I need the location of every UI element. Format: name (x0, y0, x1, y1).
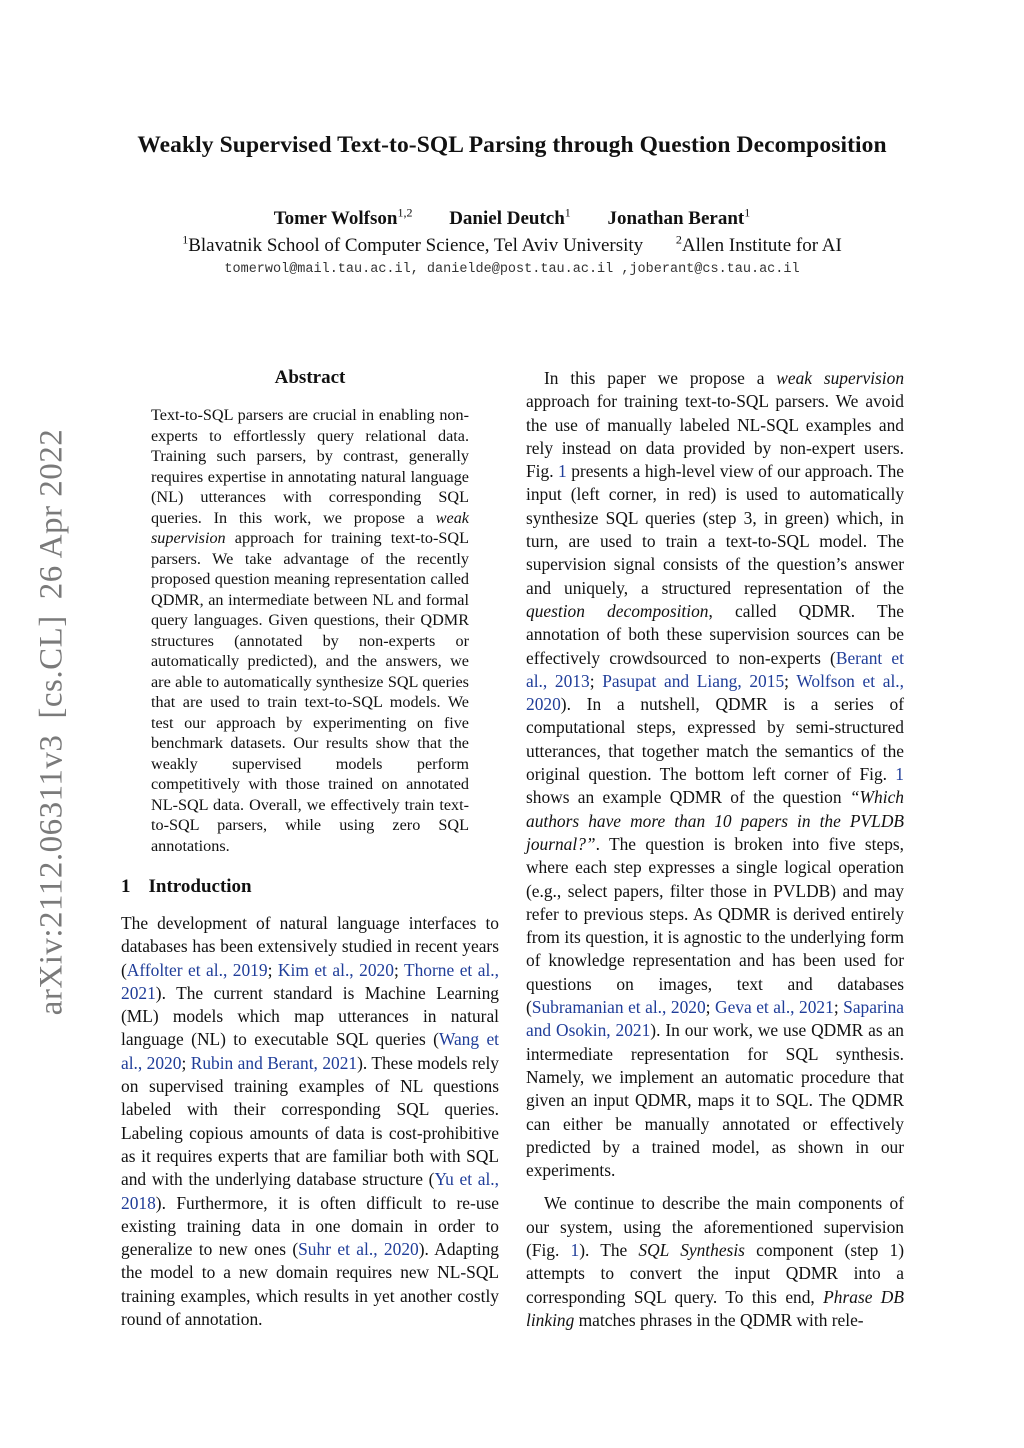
section-heading-introduction: 1 Introduction (121, 876, 252, 897)
citation-link[interactable]: Berant et al., 2013 (526, 647, 904, 691)
author-1: Tomer Wolfson$^{1,2}$ (273, 206, 413, 230)
citation-link[interactable]: Kim et al., 2020 (277, 959, 394, 980)
citation-link[interactable]: Saparina and Osokin, 2021 (526, 997, 904, 1041)
citation-link[interactable]: Pasupat and Liang, 2015 (602, 670, 785, 691)
citation-link[interactable]: Wolfson et al., 2020 (526, 670, 905, 715)
arxiv-date: 26 Apr 2022 (33, 428, 70, 600)
author-emails[interactable]: tomerwol@mail.tau.ac.il, danielde@post.tau.ac.il ,joberant@cs.tau.ac.il (224, 262, 800, 277)
arxiv-category: [cs.CL] (33, 615, 70, 719)
intro-paragraph-3: We continue to describe the main components of our system, using the aforementioned supervision (Fig. 1). The SQL Synthesis component (step 1) attempts to convert the input QDMR into a corresponding SQL query. To this end, Phrase DB linking matches phrases in the QDMR with rele- (526, 1193, 905, 1330)
right-column-text (526, 367, 904, 1332)
affiliation-2: $^2$Allen Institute for AI (675, 233, 842, 257)
arxiv-id: arXiv:2112.06311v3 (33, 734, 70, 1016)
author-2: Daniel Deutch$^1$ (449, 206, 571, 230)
affiliation-1: $^1$Blavatnik School of Computer Science, Tel Aviv University (182, 233, 644, 257)
abstract-heading: Abstract (274, 367, 346, 388)
arxiv-stamp (34, 421, 71, 1024)
citation-link[interactable]: Yu et al., 2018 (121, 1169, 499, 1213)
citation-link[interactable]: Geva et al., 2021 (715, 997, 834, 1018)
affiliation-list (0, 233, 1024, 257)
citation-link[interactable]: Wang et al., 2020 (121, 1029, 500, 1073)
author-3: Jonathan Berant$^1$ (607, 206, 751, 230)
left-column-text (121, 912, 499, 1331)
citation-link[interactable]: Affolter et al., 2019 (126, 959, 268, 980)
figure-link[interactable]: 1 (570, 1239, 580, 1260)
author-list (0, 206, 1024, 230)
abstract-body: Text-to-SQL parsers are crucial in enabling non-experts to effortlessly query relational data. Training such parsers, by contrast, generally requires expertise in annotating natural language (NL) utterances with corresponding SQL queries. In this work, we propose a weak supervision approach for training text-to-SQL parsers. We take advantage of the recently proposed question meaning representation called QDMR, an intermediate between NL and formal query languages. Given questions, their QDMR structures (annotated by non-experts or automatically predicted), and the answers, we are able to automatically synthesize SQL queries that are used to train text-to-SQL models. We test our approach by experimenting on five benchmark datasets. Our results show that the weakly supervised models perform competitively with those trained on annotated NL-SQL data. Overall, we effectively train text-to-SQL parsers, while using zero SQL annotations. (151, 406, 469, 855)
citation-link[interactable]: Suhr et al., 2020 (298, 1239, 419, 1260)
figure-link[interactable]: 1 (558, 461, 567, 482)
paper-title: Weakly Supervised Text-to-SQL Parsing through Question Decomposition (137, 132, 887, 158)
citation-link[interactable]: Subramanian et al., 2020 (531, 997, 706, 1018)
citation-link[interactable]: Thorne et al., 2021 (121, 959, 499, 1003)
intro-paragraph-2: In this paper we propose a weak supervision approach for training text-to-SQL parsers. We avoid the use of manually labeled NL-SQL examples and rely instead on data provided by non-expert users. Fig. 1 presents a high-level view of our approach. The input (left corner, in red) is used to automatically synthesize SQL queries (step 3, in green) which, in turn, are used to train a text-to-SQL model. The supervision signal consists of the question’s answer and uniquely, a structured representation of the question decomposition, called QDMR. The annotation of both these supervision sources can be effectively crowdsourced to non-experts (Berant et al., 2013; Pasupat and Liang, 2015; Wolfson et al., 2020). In a nutshell, QDMR is a series of computational steps, expressed by semi-structured utterances, that together match the semantics of the original question. The bottom left corner of Fig. 1 shows an example QDMR of the question “Which authors have more than 10 papers in the PVLDB journal?”. The question is broken into five steps, where each step expresses a single logical operation (e.g., select papers, filter those in PVLDB) and may refer to previous steps. As QDMR is derived entirely from its question, it is agnostic to the underlying form of knowledge representation and has been used for questions on images, text and databases (Subramanian et al., 2020; Geva et al., 2021; Saparina and Osokin, 2021). In our work, we use QDMR as an intermediate representation for SQL synthesis. Namely, we implement an automatic procedure that given an input QDMR, maps it to SQL. The QDMR can either be manually annotated or effectively predicted by a trained model, as shown in our experiments. (526, 368, 905, 1181)
figure-link[interactable]: 1 (895, 764, 904, 785)
intro-paragraph-1: The development of natural language interfaces to databases has been extensively studied in recent years (Affolter et al., 2019; Kim et al., 2020; Thorne et al., 2021). The current standard is Machine Learning (ML) models which map utterances in natural language (NL) to executable SQL queries (Wang et al., 2020; Rubin and Berant, 2021). These models rely on supervised training examples of NL questions labeled with their corresponding SQL queries. Labeling copious amounts of data is cost-prohibitive as it requires experts that are familiar both with SQL and with the underlying database structure (Yu et al., 2018). Furthermore, it is often difficult to re-use existing training data in one domain in order to generalize to new ones (Suhr et al., 2020). Adapting the model to a new domain requires new NL-SQL training examples, which results in yet another costly round of annotation. (121, 913, 500, 1330)
citation-link[interactable]: Rubin and Berant, 2021 (190, 1052, 358, 1073)
